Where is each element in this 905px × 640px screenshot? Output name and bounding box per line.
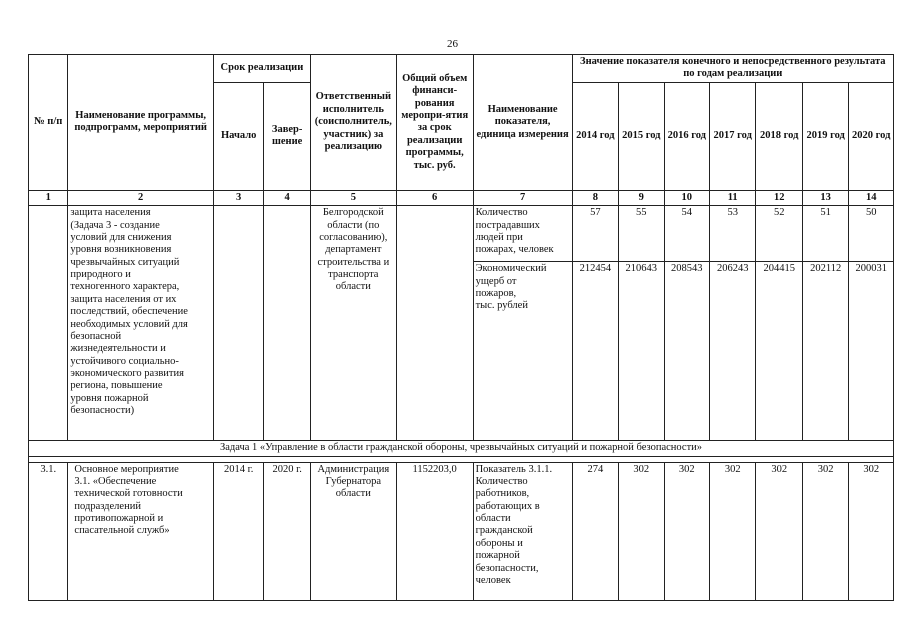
row1-value-2020: 50: [849, 206, 894, 262]
col-number: 9: [619, 190, 664, 205]
row1-responsible: Белгородской области (по согласованию), департамент строительства и транспорта области: [310, 206, 396, 441]
col-number: 12: [756, 190, 802, 205]
row1-value-2014: 57: [572, 206, 618, 262]
row1-damage-2020: 200031: [849, 262, 894, 441]
row1-damage-2014: 212454: [572, 262, 618, 441]
row1-value-2019: 51: [802, 206, 848, 262]
row2-value-2016: 302: [664, 462, 709, 600]
row2-value-2015: 302: [619, 462, 664, 600]
col-number: 1: [29, 190, 68, 205]
row2-value-2014: 274: [572, 462, 618, 600]
row2-value-2019: 302: [802, 462, 848, 600]
row1-damage-2016: 208543: [664, 262, 709, 441]
row1-value-2018: 52: [756, 206, 802, 262]
row2-end: 2020 г.: [264, 462, 310, 600]
header-year-2014: 2014 год: [572, 82, 618, 190]
row1-value-2015: 55: [619, 206, 664, 262]
col-number: 7: [473, 190, 572, 205]
col-number: 4: [264, 190, 310, 205]
row2-value-2020: 302: [849, 462, 894, 600]
header-num: № п/п: [29, 55, 68, 191]
row1-damage-2017: 206243: [710, 262, 756, 441]
header-start: Начало: [213, 82, 264, 190]
row2-start: 2014 г.: [213, 462, 264, 600]
row1-indicator-injured: Количество пострадавших людей при пожарах, человек: [473, 206, 572, 262]
header-year-2015: 2015 год: [619, 82, 664, 190]
row2-funding: 1152203,0: [396, 462, 473, 600]
row2-value-2018: 302: [756, 462, 802, 600]
header-period: Срок реализации: [213, 55, 310, 83]
row2-name: Основное мероприятие 3.1. «Обеспечение технической готовности подразделений противопожарной и спасательной служб»: [68, 462, 214, 600]
col-number: 6: [396, 190, 473, 205]
header-year-2020: 2020 год: [849, 82, 894, 190]
row1-value-2017: 53: [710, 206, 756, 262]
col-number: 2: [68, 190, 214, 205]
row2-num: 3.1.: [29, 462, 68, 600]
row1-end: [264, 206, 310, 441]
program-table: [28, 54, 894, 601]
col-number: 13: [802, 190, 848, 205]
col-number: 8: [572, 190, 618, 205]
header-indicator: Наименование показателя, единица измерения: [473, 55, 572, 191]
row1-damage-2018: 204415: [756, 262, 802, 441]
col-number: 10: [664, 190, 709, 205]
header-responsible: Ответственный исполнитель (соисполнитель, участник) за реализацию: [310, 55, 396, 191]
col-number: 11: [710, 190, 756, 205]
row1-damage-2019: 202112: [802, 262, 848, 441]
col-number: 14: [849, 190, 894, 205]
header-year-2018: 2018 год: [756, 82, 802, 190]
row2-value-2017: 302: [710, 462, 756, 600]
row1-damage-2015: 210643: [619, 262, 664, 441]
task-row: Задача 1 «Управление в области гражданской обороны, чрезвычайных ситуаций и пожарной безопасности»: [29, 441, 894, 456]
header-funding: Общий объем финанси-рования меропри-ятия за срок реализации программы, тыс. руб.: [396, 55, 473, 191]
header-name: Наименование программы, подпрограмм, мероприятий: [68, 55, 214, 191]
row2-indicator: Показатель 3.1.1. Количество работников, работающих в области гражданской обороны и пожарной безопасности, человек: [473, 462, 572, 600]
row1-name: защита населения (Задача 3 - создание условий для снижения уровня возникновения чрезвычайных ситуаций природного и техногенного характера, защита населения от их последствий, обеспечение необходимых условий для безопасной жизнедеятельности и устойчивого социально- экономического развития региона, повышение уровня пожарной безопасности): [68, 206, 214, 441]
header-values-title: Значение показателя конечного и непосредственного результата по годам реализации: [572, 55, 893, 83]
row1-indicator-damage: Экономический ущерб от пожаров, тыс. рублей: [473, 262, 572, 441]
row1-funding: [396, 206, 473, 441]
header-year-2019: 2019 год: [802, 82, 848, 190]
row2-responsible: Администрация Губернатора области: [310, 462, 396, 600]
header-year-2016: 2016 год: [664, 82, 709, 190]
header-year-2017: 2017 год: [710, 82, 756, 190]
page-number: 26: [447, 38, 458, 50]
row1-num: [29, 206, 68, 441]
row1-value-2016: 54: [664, 206, 709, 262]
col-number: 5: [310, 190, 396, 205]
row1-start: [213, 206, 264, 441]
header-end: Завер-шение: [264, 82, 310, 190]
col-number: 3: [213, 190, 264, 205]
